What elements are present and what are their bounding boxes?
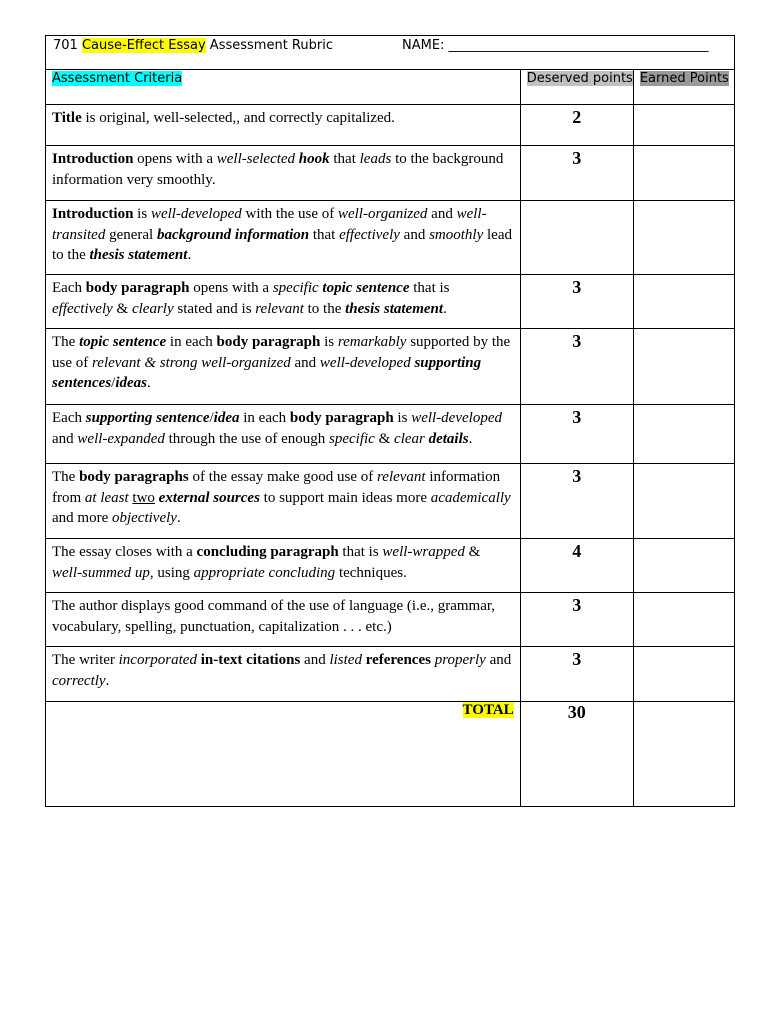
criterion-fragment: body paragraph (85, 280, 190, 296)
criterion-fragment: . (187, 247, 192, 263)
criterion-fragment: The writer (52, 652, 119, 668)
criterion-text (46, 275, 521, 329)
criterion-fragment: at least (84, 489, 129, 506)
criterion-fragment: two (132, 489, 155, 506)
total-label-cell (46, 702, 521, 807)
criterion-fragment: The essay closes with a (52, 544, 197, 560)
criterion-fragment: through the use of enough (164, 430, 330, 447)
criterion-fragment: objectively (111, 510, 177, 526)
earned-points-cell[interactable] (633, 647, 734, 702)
criterion-fragment: body paragraph (216, 334, 321, 350)
criterion-fragment: ideas (115, 375, 148, 391)
rubric-header (45, 35, 735, 69)
deserved-points: 3 (520, 593, 633, 647)
criterion-fragment: academically (430, 489, 511, 506)
criterion-fragment: / (111, 375, 116, 391)
criterion-fragment: supporting sentence (85, 410, 210, 426)
total-points: 30 (520, 702, 633, 807)
criterion-fragment: and (485, 652, 512, 668)
deserved-points (520, 201, 633, 275)
criterion-fragment: . (468, 430, 473, 447)
table-row (46, 464, 735, 539)
table-row (46, 201, 735, 275)
criterion-text (46, 405, 521, 464)
criterion-fragment: is (320, 334, 338, 350)
criterion-fragment: remarkably (337, 334, 407, 350)
criterion-fragment: well-wrapped (382, 544, 465, 560)
criterion-fragment: hook (298, 151, 330, 167)
criterion-fragment: appropriate concluding (193, 564, 336, 581)
table-header-row (46, 70, 735, 105)
deserved-points: 3 (520, 329, 633, 405)
table-row (46, 647, 735, 702)
criterion-fragment: well-developed (319, 354, 411, 371)
criterion-fragment: relevant (377, 469, 426, 485)
criterion-fragment: relevant & strong well-organized (92, 354, 291, 371)
deserved-points: 4 (520, 539, 633, 593)
criterion-fragment: supporting sentences (52, 354, 482, 391)
criterion-text (46, 539, 521, 593)
criterion-fragment: relevant (255, 300, 304, 317)
criterion-fragment: . (147, 375, 151, 391)
criterion-fragment: is (133, 206, 151, 222)
criterion-fragment: to support main ideas more (259, 489, 431, 506)
table-row (46, 105, 735, 146)
criterion-fragment: The (52, 334, 80, 350)
criterion-fragment: in each (239, 410, 290, 426)
criterion-fragment: idea (213, 410, 240, 426)
earned-header-label: Earned Points (639, 71, 729, 86)
criterion-fragment: Title (52, 110, 82, 126)
criterion-fragment: correctly (52, 672, 106, 689)
criterion-text (46, 105, 521, 146)
criterion-fragment: and (427, 206, 457, 222)
criterion-fragment: well-expanded (77, 430, 165, 447)
criterion-fragment: and more (52, 510, 112, 526)
deserved-header-label: Deserved points (526, 71, 633, 86)
criterion-fragment: . (176, 510, 181, 526)
rubric-title (53, 38, 333, 53)
table-row (46, 329, 735, 405)
table-row (46, 405, 735, 464)
earned-points-cell[interactable] (633, 464, 734, 539)
criterion-fragment: of the essay make good use of (188, 469, 377, 485)
name-field[interactable]: NAME: ________________________________________ (402, 38, 709, 53)
criterion-fragment: thesis statement (345, 300, 444, 317)
earned-points-cell[interactable] (633, 275, 734, 329)
criterion-fragment: is original, well-selected,, and correctly capitalized. (81, 110, 395, 126)
criterion-fragment: opens with a (133, 151, 217, 167)
criterion-fragment: topic sentence (79, 334, 167, 350)
earned-header (633, 70, 734, 105)
criterion-fragment: and (290, 354, 320, 371)
criterion-fragment: effectively (52, 300, 113, 317)
criterion-text (46, 464, 521, 539)
criterion-fragment: & (112, 300, 132, 317)
criterion-fragment: well-organized (337, 206, 428, 222)
criterion-fragment: thesis statement (89, 247, 188, 263)
criterion-fragment: Introduction (52, 206, 134, 222)
criterion-fragment: to the background information very smoothly. (52, 151, 504, 188)
criterion-fragment: lead to the (52, 226, 512, 263)
criterion-fragment: stated and is (173, 300, 256, 317)
criterion-text (46, 647, 521, 702)
criterion-fragment: . (443, 300, 447, 317)
criterion-fragment: that (329, 151, 360, 167)
criterion-fragment: and (52, 430, 78, 447)
criterion-fragment: The (52, 469, 80, 485)
criterion-fragment: well-selected (216, 151, 296, 167)
deserved-points: 3 (520, 464, 633, 539)
total-label: TOTAL (462, 702, 514, 718)
criterion-fragment: Each (52, 410, 86, 426)
criterion-fragment: specific (329, 430, 375, 447)
criterion-fragment: Each (52, 280, 86, 296)
criterion-fragment: and (300, 652, 330, 668)
criterion-fragment: leads (359, 151, 392, 167)
title-prefix: 701 (53, 38, 82, 53)
criterion-fragment: details (428, 430, 469, 447)
criterion-fragment: smoothly (429, 226, 484, 243)
earned-points-cell[interactable] (633, 593, 734, 647)
criterion-fragment: incorporated (118, 652, 197, 668)
criterion-fragment: well-developed (411, 410, 502, 426)
criterion-fragment: references (365, 652, 431, 668)
criterion-fragment: that (309, 226, 340, 243)
earned-points-cell[interactable] (633, 105, 734, 146)
earned-points-cell[interactable] (633, 405, 734, 464)
criterion-text (46, 329, 521, 405)
deserved-points: 3 (520, 647, 633, 702)
criterion-text (46, 593, 521, 647)
table-row (46, 539, 735, 593)
rubric-document (45, 35, 735, 807)
criterion-fragment: general (105, 226, 157, 243)
criteria-header (46, 70, 521, 105)
criterion-fragment: external sources (158, 489, 260, 506)
criterion-fragment: background information (156, 226, 310, 243)
table-row (46, 275, 735, 329)
criterion-fragment: topic sentence (322, 280, 410, 296)
criterion-fragment: that is (409, 280, 450, 296)
rubric-table (45, 69, 735, 807)
criterion-fragment: opens with a (189, 280, 273, 296)
criterion-fragment: is (393, 410, 412, 426)
criterion-fragment: well-transited (52, 206, 487, 243)
criterion-fragment: body paragraph (289, 410, 394, 426)
criterion-fragment: / (209, 410, 214, 426)
title-suffix: Assessment Rubric (205, 38, 333, 53)
criterion-fragment: information from (52, 469, 501, 506)
criterion-fragment: well-summed up (52, 564, 150, 581)
criterion-fragment: specific (272, 280, 319, 296)
criterion-fragment: . (105, 672, 110, 689)
criteria-header-label: Assessment Criteria (52, 71, 183, 86)
criterion-fragment: that is (338, 544, 383, 560)
earned-points-cell[interactable] (633, 329, 734, 405)
criterion-fragment: The author displays good command of the use of language (i.e., grammar, vocabulary, spelling, punctuation, capitalization . . . etc.) (52, 598, 496, 635)
criterion-text (46, 201, 521, 275)
criterion-fragment: & (464, 544, 481, 560)
total-row (46, 702, 735, 807)
criterion-fragment: in-text citations (200, 652, 301, 668)
criterion-fragment: concluding paragraph (196, 544, 339, 560)
criterion-fragment: body paragraphs (79, 469, 189, 485)
deserved-points: 3 (520, 405, 633, 464)
deserved-points: 2 (520, 105, 633, 146)
criterion-fragment: clear (394, 430, 425, 447)
criterion-fragment: effectively (339, 226, 400, 243)
criterion-fragment: , using (149, 564, 194, 581)
criterion-fragment: clearly (131, 300, 174, 317)
deserved-points: 3 (520, 275, 633, 329)
criterion-fragment: properly (434, 652, 486, 668)
criterion-fragment: well-developed (150, 206, 242, 222)
criterion-text (46, 146, 521, 201)
earned-points-cell[interactable] (633, 539, 734, 593)
criterion-fragment: with the use of (241, 206, 338, 222)
deserved-points: 3 (520, 146, 633, 201)
title-highlight: Cause-Effect Essay (81, 38, 206, 53)
criterion-fragment: supported by the use of (52, 334, 511, 371)
criterion-fragment: to the (303, 300, 346, 317)
earned-total-cell[interactable] (633, 702, 734, 807)
criterion-fragment: in each (166, 334, 217, 350)
criterion-fragment: and (399, 226, 430, 243)
earned-points-cell[interactable] (633, 201, 734, 275)
deserved-header (520, 70, 633, 105)
criterion-fragment: techniques. (335, 564, 407, 581)
criterion-fragment: listed (329, 652, 362, 668)
criterion-fragment: Introduction (52, 151, 134, 167)
criterion-fragment: & (374, 430, 395, 447)
earned-points-cell[interactable] (633, 146, 734, 201)
table-row (46, 146, 735, 201)
table-row (46, 593, 735, 647)
